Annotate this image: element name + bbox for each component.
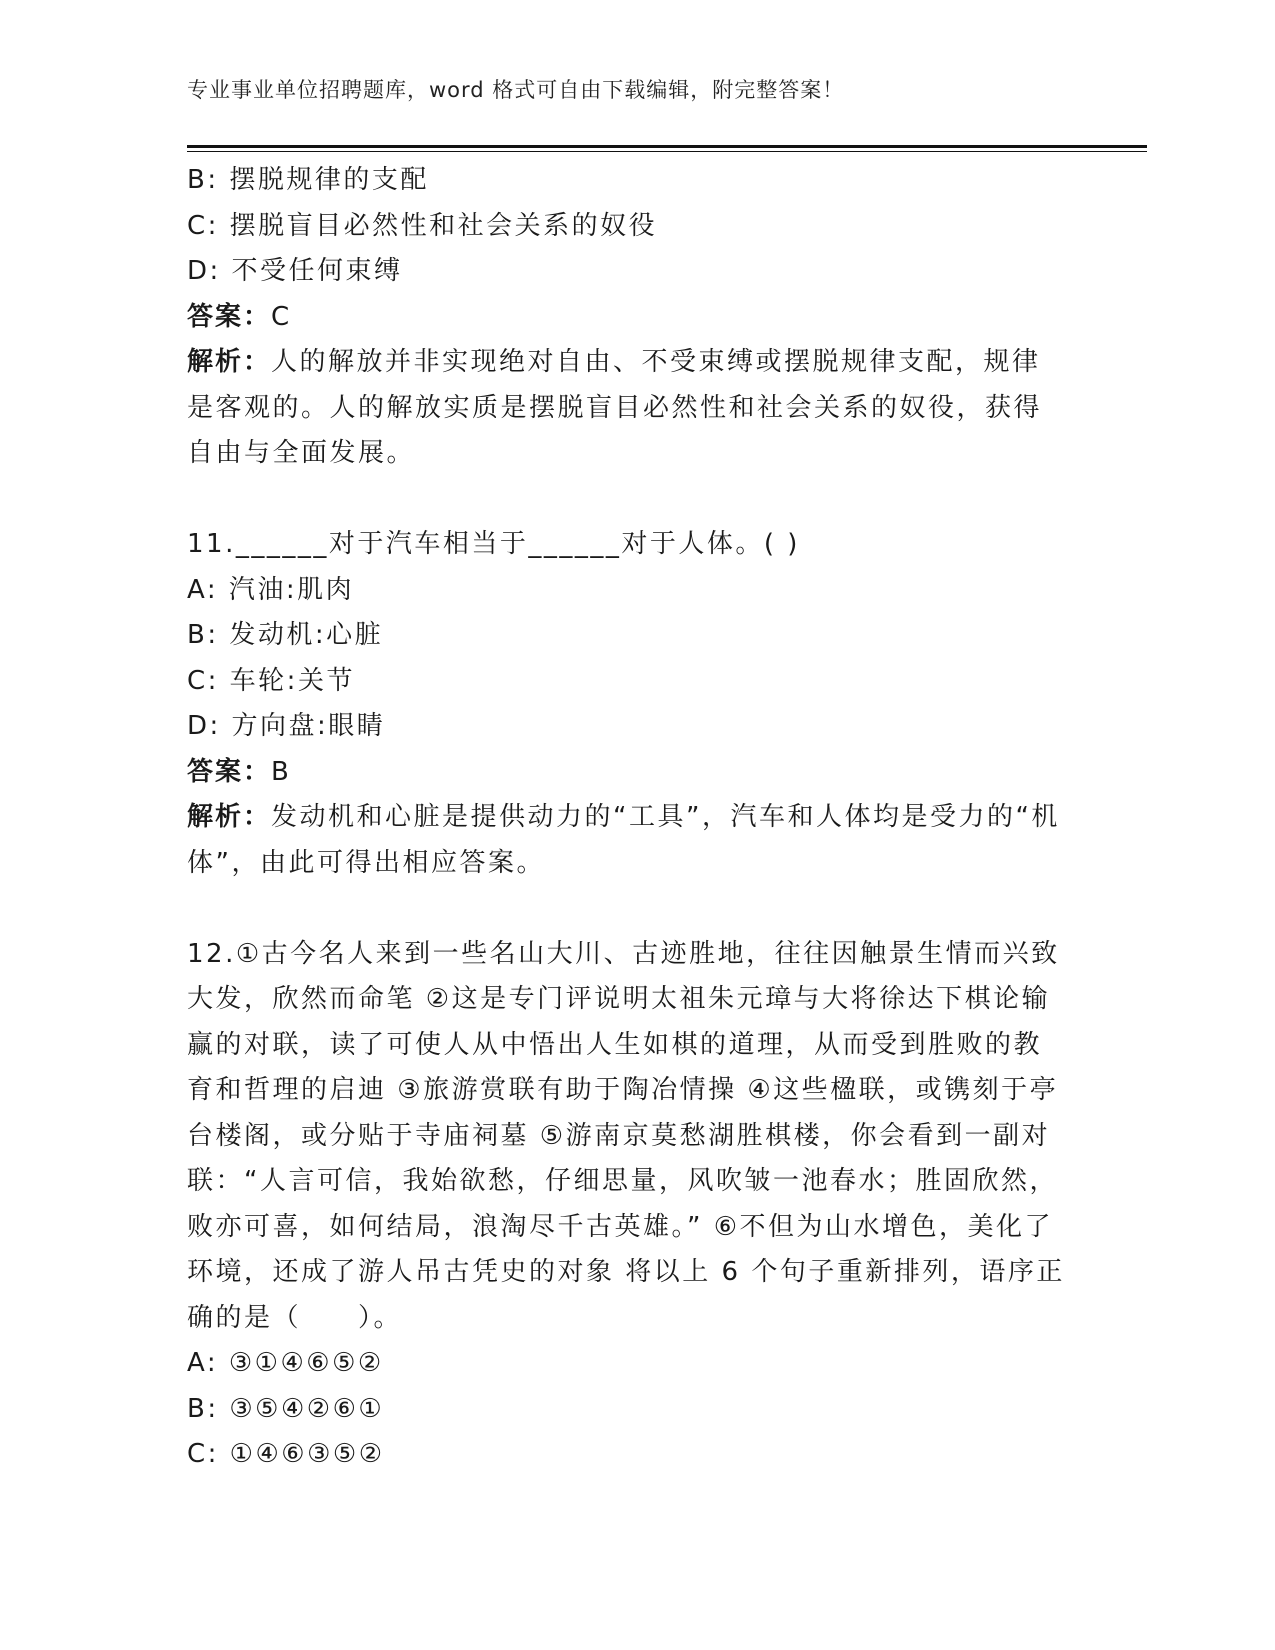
q11-option-b: B: 发动机:心脏 xyxy=(187,620,384,650)
answer-label: 答案： xyxy=(187,301,272,332)
q10-answer xyxy=(187,295,1067,341)
q11-stem: 11.______对于汽车相当于______对于人体。( ) xyxy=(187,529,800,559)
answer-value: C xyxy=(271,301,292,332)
analysis-label: 解析： xyxy=(187,802,272,832)
header-rule-thick xyxy=(187,145,1147,148)
page-header: 专业事业单位招聘题库，word 格式可自由下载编辑，附完整答案！ xyxy=(187,78,845,102)
answer-value: B xyxy=(271,756,292,787)
q11-option-a: A: 汽油:肌肉 xyxy=(187,574,355,605)
header-rule-thin xyxy=(187,151,1147,152)
spacer xyxy=(187,477,1067,523)
analysis-label: 解析： xyxy=(187,347,272,377)
q10-option-d: D: 不受任何束缚 xyxy=(187,256,403,286)
q10-option-c: C: 摆脱盲目必然性和社会关系的奴役 xyxy=(187,210,658,241)
q10-analysis xyxy=(187,340,1067,477)
analysis-text: 发动机和心脏是提供动力的“工具”，汽车和人体均是受力的“机体”，由此可得出相应答案。 xyxy=(187,802,1060,878)
q12-stem: 12.①古今名人来到一些名山大川、古迹胜地，往往因触景生情而兴致大发，欣然而命笔 ②这是专门评说明太祖朱元璋与大将徐达下棋论输赢的对联，读了可使人从中悟出人生如棋的道理，从而受到胜败的教育和哲理的启迪 ③旅游赏联有助于陶冶情操 ④这些楹联，或镌刻于亭台楼阁，或分贴于寺庙祠墓 ⑤游南京莫愁湖胜棋楼，你会看到一副对联：“人言可信，我始欲愁，仔细思量，风吹皱一池春水；胜固欣然，败亦可喜，如何结局，浪淘尽千古英雄。” ⑥不但为山水增色，美化了环境，还成了游人吊古凭史的对象 将以上 6 个句子重新排列，语序正确的是（ ）。 xyxy=(187,938,1065,1333)
answer-label: 答案： xyxy=(187,756,272,787)
q11-answer xyxy=(187,750,1067,796)
q12-option-c: C: ①④⑥③⑤② xyxy=(187,1439,385,1469)
q12-option-a: A: ③①④⑥⑤② xyxy=(187,1348,384,1378)
q11-option-d: D: 方向盘:眼睛 xyxy=(187,711,386,741)
q11-analysis xyxy=(187,795,1067,886)
q11-option-c: C: 车轮:关节 xyxy=(187,665,355,696)
q10-option-b: B: 摆脱规律的支配 xyxy=(187,165,429,195)
spacer xyxy=(187,886,1067,932)
question-content xyxy=(187,158,1067,1478)
analysis-text: 人的解放并非实现绝对自由、不受束缚或摆脱规律支配，规律是客观的。人的解放实质是摆脱盲目必然性和社会关系的奴役，获得自由与全面发展。 xyxy=(187,347,1043,468)
q12-option-b: B: ③⑤④②⑥① xyxy=(187,1393,385,1424)
